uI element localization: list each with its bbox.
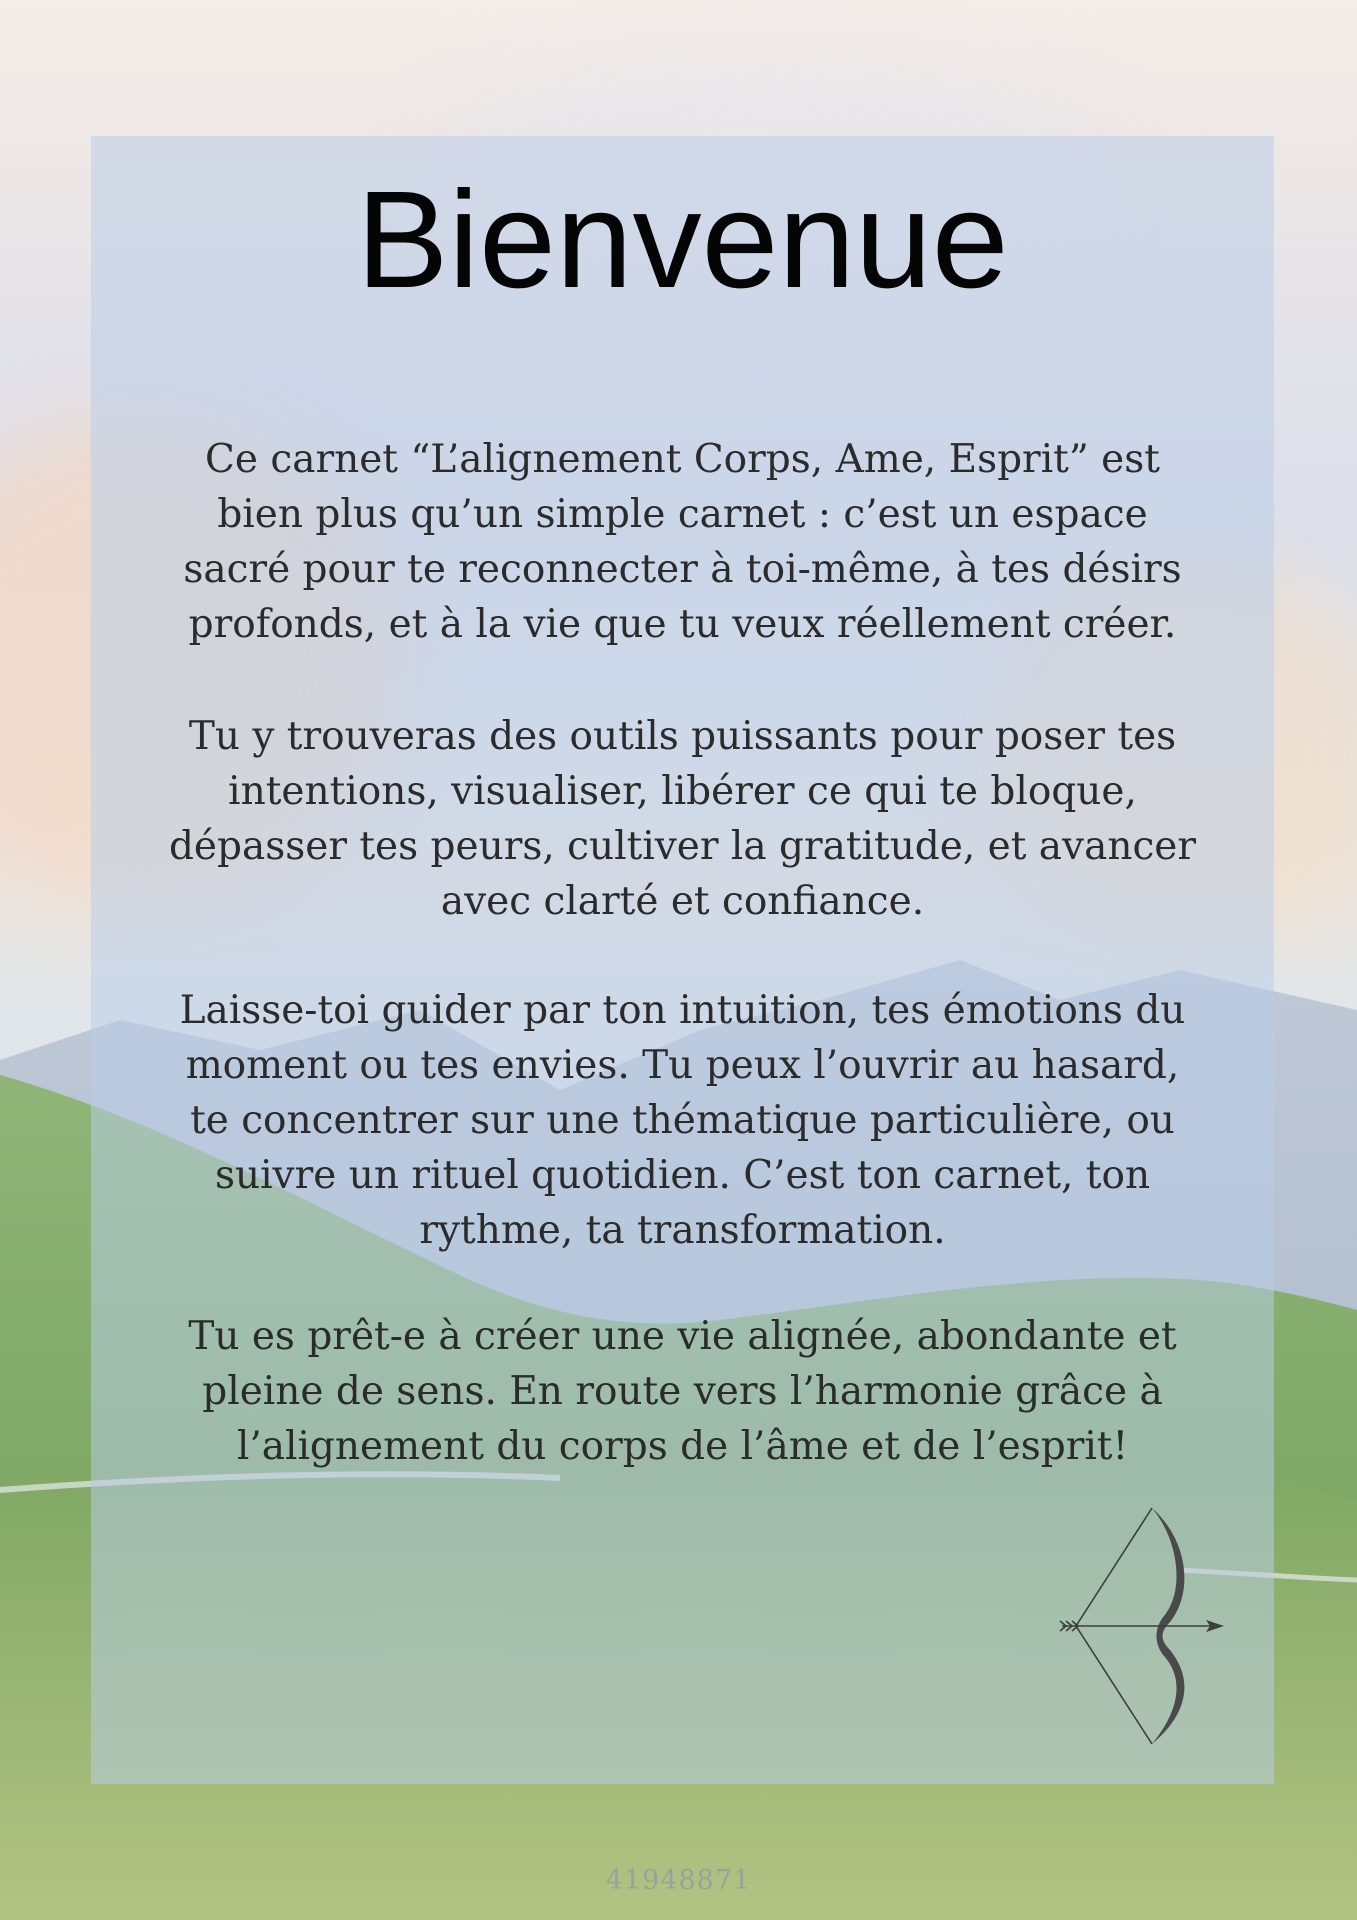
tools-paragraph: Tu y trouveras des outils puissants pour poser tes intentions, visualiser, libérer ce qui te bloque, dépasser tes peurs, cultiver la gratitude, et avancer avec clarté et confiance. xyxy=(168,714,1197,924)
guidance-paragraph: Laisse-toi guider par ton intuition, tes émotions du moment ou tes envies. Tu peux l’ouvrir au hasard, te concentrer sur une thématique particulière, ou suivre un rituel quotidien. C’est ton carnet, ton rythme, ta transformation. xyxy=(179,988,1186,1253)
closing-paragraph: Tu es prêt-e à créer une vie alignée, abondante et pleine de sens. En route vers l’harmonie grâce à l’alignement du corps de l’âme et de l’esprit! xyxy=(188,1314,1177,1469)
page-title: Bienvenue xyxy=(356,163,1009,317)
page-number: 41948871 xyxy=(605,1865,752,1896)
bow-and-arrow-icon xyxy=(1052,1500,1227,1755)
intro-paragraph: Ce carnet “L’alignement Corps, Ame, Esprit” est bien plus qu’un simple carnet : c’est un espace sacré pour te reconnecter à toi-même, à tes désirs profonds, et à la vie que tu veux réellement créer. xyxy=(183,437,1182,647)
